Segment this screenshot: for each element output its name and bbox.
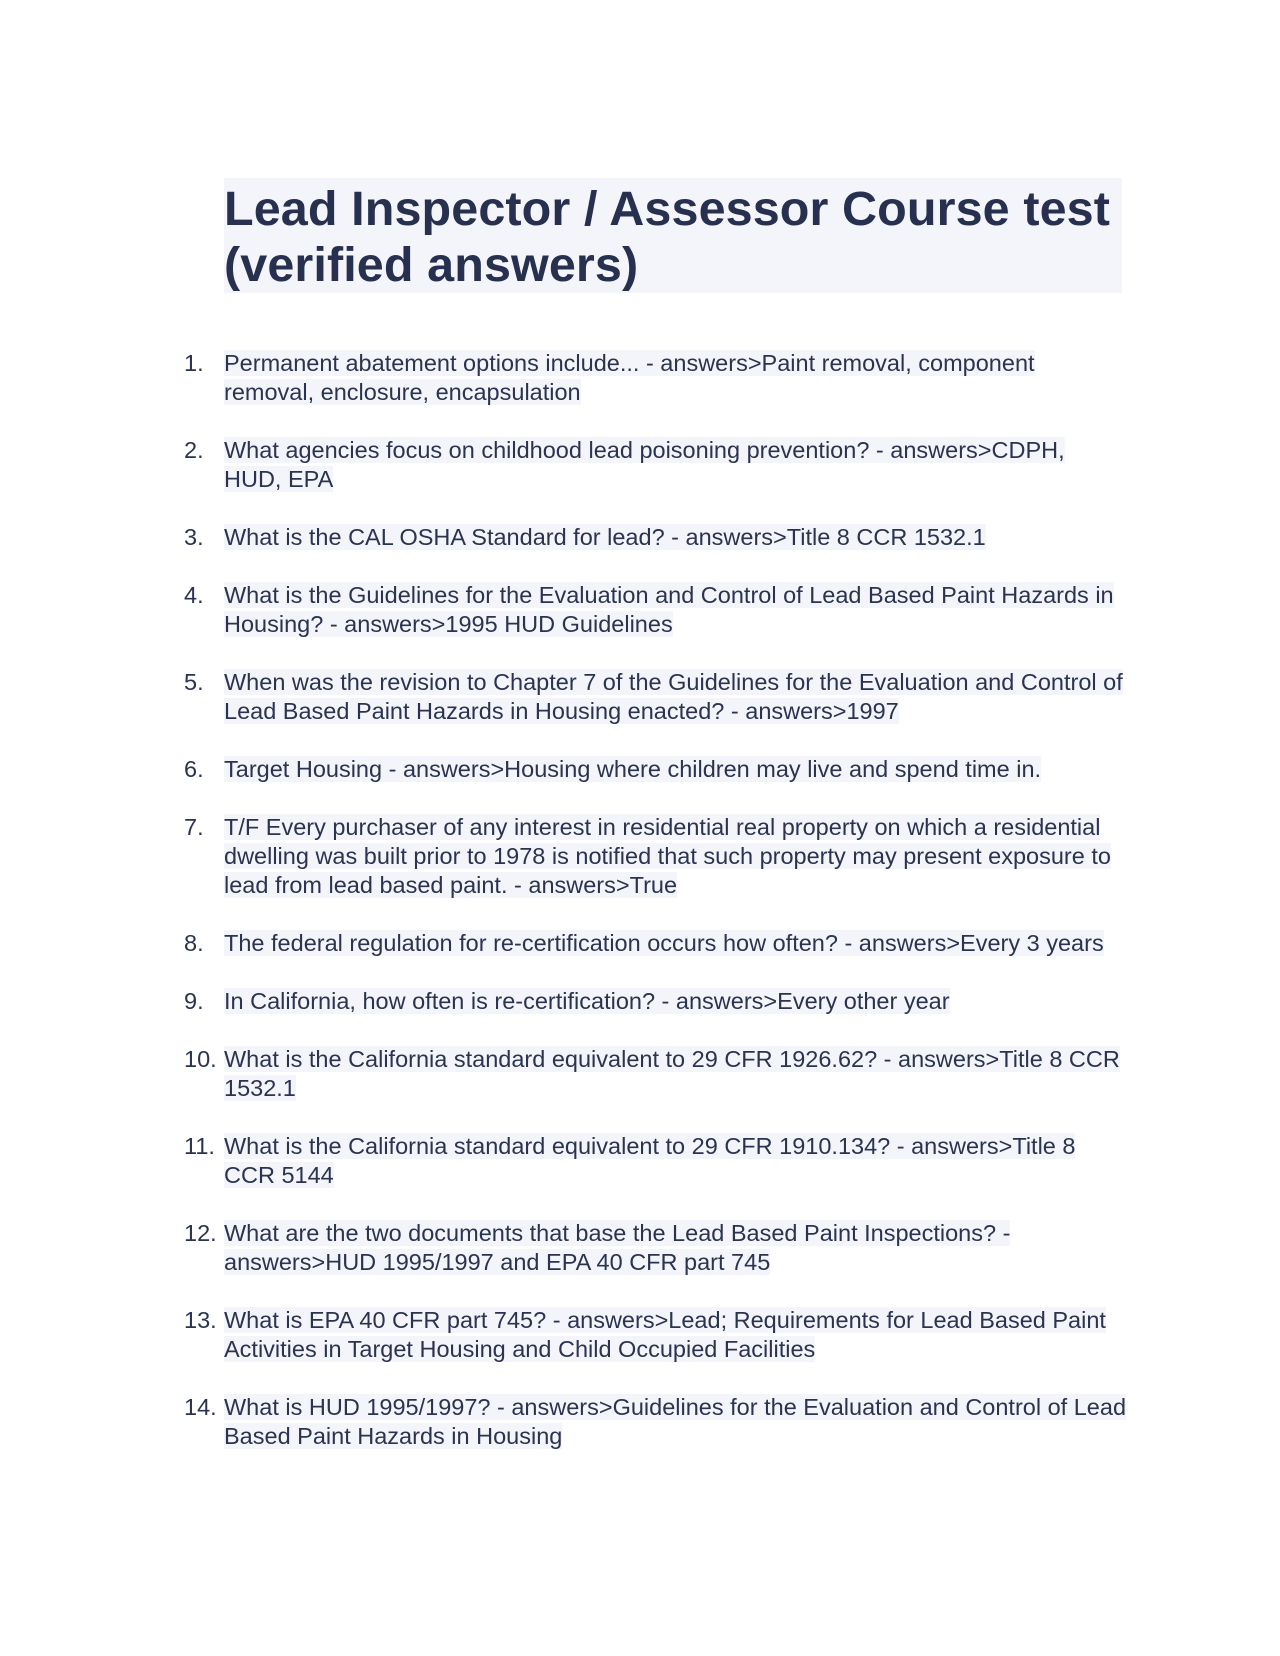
list-item-number: 5.	[184, 669, 204, 695]
list-item-text: Target Housing - answers>Housing where children may live and spend time in.	[224, 756, 1042, 782]
list-item-text: Permanent abatement options include... - answers>Paint removal, component removal, enclosure, encapsulation	[224, 350, 1035, 405]
list-item-text: What is HUD 1995/1997? - answers>Guidelines for the Evaluation and Control of Lead Based Paint Hazards in Housing	[224, 1394, 1127, 1449]
list-item	[184, 523, 1126, 552]
list-item-text: What is the Guidelines for the Evaluation and Control of Lead Based Paint Hazards in Housing? - answers>1995 HUD Guidelines	[224, 582, 1114, 637]
list-item	[184, 581, 1126, 639]
list-item-text: What is the California standard equivalent to 29 CFR 1910.134? - answers>Title 8 CCR 5144	[224, 1133, 1076, 1188]
list-item	[184, 1045, 1126, 1103]
list-item-text: What is the California standard equivalent to 29 CFR 1926.62? - answers>Title 8 CCR 1532.1	[224, 1046, 1120, 1101]
list-item	[184, 1393, 1127, 1451]
list-item-text: The federal regulation for re-certification occurs how often? - answers>Every 3 years	[224, 930, 1104, 956]
qa-list	[184, 349, 1127, 1480]
list-item	[184, 813, 1126, 900]
list-item-text: What is the CAL OSHA Standard for lead? - answers>Title 8 CCR 1532.1	[224, 524, 986, 550]
list-item	[184, 755, 1126, 784]
list-item-number: 1.	[184, 350, 204, 376]
page-title: Lead Inspector / Assessor Course test (verified answers)	[224, 182, 1110, 292]
list-item	[184, 987, 1126, 1016]
list-item	[184, 349, 1126, 407]
list-item-number: 4.	[184, 582, 204, 608]
list-item	[184, 1219, 1126, 1277]
list-item-number: 8.	[184, 930, 204, 956]
list-item-text: When was the revision to Chapter 7 of the Guidelines for the Evaluation and Control of Lead Based Paint Hazards in Housing enacted? - answers>1997	[224, 669, 1123, 724]
list-item-text: What are the two documents that base the Lead Based Paint Inspections? - answers>HUD 1995/1997 and EPA 40 CFR part 745	[224, 1220, 1011, 1275]
list-item-text: T/F Every purchaser of any interest in residential real property on which a residential dwelling was built prior to 1978 is notified that such property may present exposure to lead from lead based paint. - answers>True	[224, 814, 1111, 898]
list-item-number: 9.	[184, 988, 204, 1014]
list-item-number: 13.	[184, 1307, 217, 1333]
list-item	[184, 1132, 1126, 1190]
list-item	[184, 436, 1126, 494]
list-item-text: What agencies focus on childhood lead poisoning prevention? - answers>CDPH, HUD, EPA	[224, 437, 1065, 492]
list-item-number: 6.	[184, 756, 204, 782]
list-item-text: In California, how often is re-certification? - answers>Every other year	[224, 988, 950, 1014]
list-item-number: 11.	[184, 1133, 215, 1159]
list-item	[184, 668, 1126, 726]
list-item-number: 3.	[184, 524, 204, 550]
title-block	[224, 178, 1122, 293]
list-item-text: What is EPA 40 CFR part 745? - answers>Lead; Requirements for Lead Based Paint Activities in Target Housing and Child Occupied Facilities	[224, 1307, 1106, 1362]
list-item-number: 10.	[184, 1046, 217, 1072]
list-item-number: 2.	[184, 437, 204, 463]
list-item-number: 14.	[184, 1394, 217, 1420]
list-item-number: 12.	[184, 1220, 217, 1246]
list-item-number: 7.	[184, 814, 204, 840]
list-item	[184, 929, 1126, 958]
list-item	[184, 1306, 1126, 1364]
